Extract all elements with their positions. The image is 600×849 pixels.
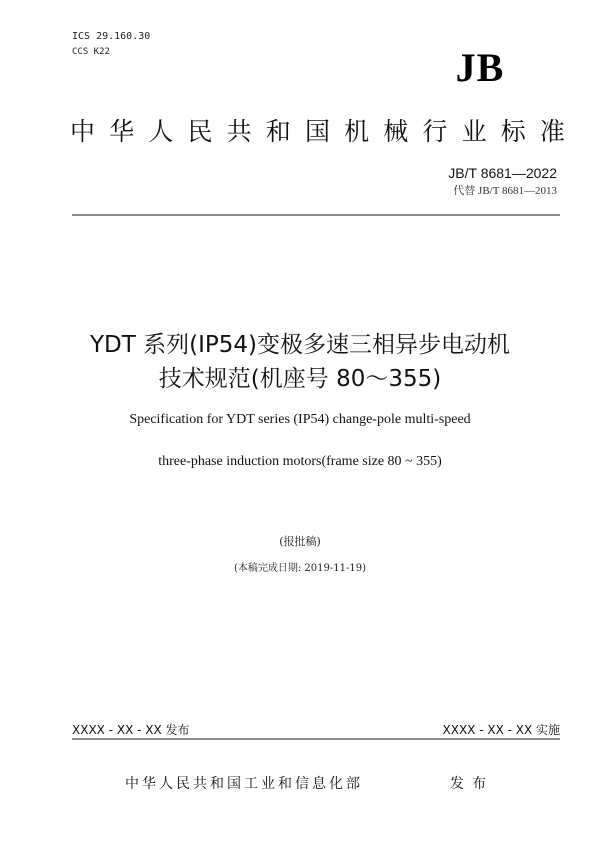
issue-date: XXXX - XX - XX 发布 [72,723,190,737]
title-char: 和 [265,117,291,146]
draft-completion-date: (本稿完成日期: 2019-11-19) [233,563,366,574]
implementation-date: XXXX - XX - XX 实施 [442,723,560,737]
title-char: 中 [70,117,96,146]
title-char: 业 [461,117,487,146]
title-char: 标 [500,117,526,146]
chinese-title-line-1: YDT 系列(IP54)变极多速三相异步电动机 [90,332,510,358]
title-char: 共 [226,117,252,146]
title-char: 行 [422,117,448,146]
replaces-standard: 代替 JB/T 8681—2013 [453,185,557,197]
title-char: 准 [539,117,565,146]
draft-status: (报批稿) [279,535,321,548]
chinese-title-line-2: 技术规范(机座号 80～355) [158,366,442,392]
english-title-line-1: Specification for YDT series (IP54) change-pole multi-speed [129,412,471,427]
chinese-title [0,328,600,396]
title-char: 机 [344,117,370,146]
standard-category-title [70,116,565,148]
title-char: 民 [187,117,213,146]
title-char: 械 [383,117,409,146]
title-char: 人 [148,117,174,146]
title-char: 华 [109,117,135,146]
jb-logo: JB [455,45,505,90]
header-divider [72,214,560,216]
english-title-line-2: three-phase induction motors(frame size 80 ~ 355) [158,454,442,469]
issuing-authority: 中华人民共和国工业和信息化部 [125,776,363,792]
ccs-code: CCS K22 [72,47,110,57]
standard-number: JB/T 8681—2022 [448,165,557,181]
ics-code: ICS 29.160.30 [72,31,151,42]
footer-divider [72,738,560,740]
title-char: 国 [304,117,330,146]
issuing-action: 发布 [450,776,494,792]
